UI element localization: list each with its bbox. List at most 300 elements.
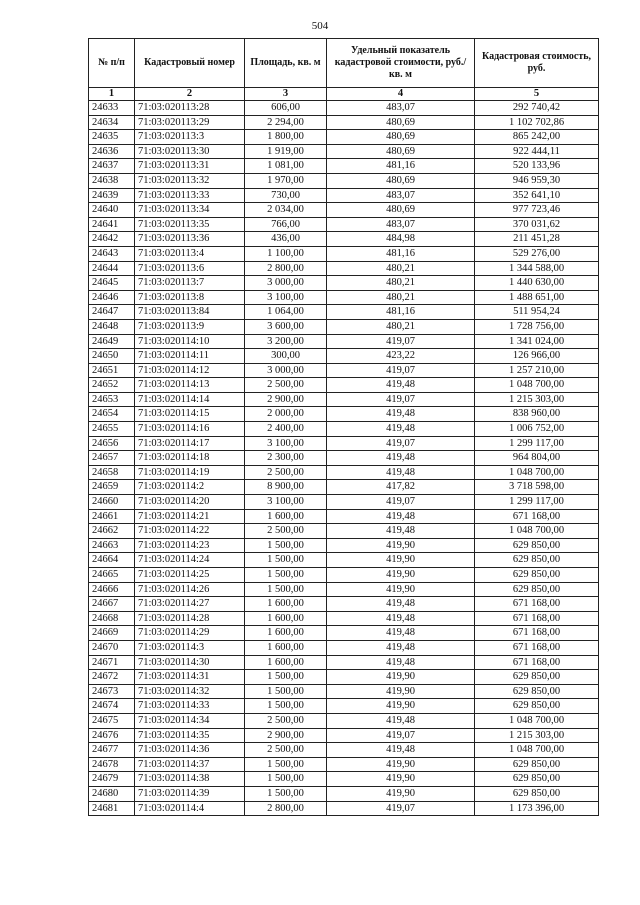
cadastral-number: 71:03:020113:29 <box>135 115 245 130</box>
cadastral-value: 629 850,00 <box>475 553 599 568</box>
cadastral-value: 629 850,00 <box>475 699 599 714</box>
unit-rate: 419,48 <box>327 626 475 641</box>
row-number: 24640 <box>89 203 135 218</box>
cadastral-value: 211 451,28 <box>475 232 599 247</box>
unit-rate: 419,07 <box>327 334 475 349</box>
unit-rate: 419,90 <box>327 757 475 772</box>
row-number: 24644 <box>89 261 135 276</box>
area: 1 600,00 <box>245 640 327 655</box>
row-number: 24673 <box>89 684 135 699</box>
cadastral-number: 71:03:020113:4 <box>135 246 245 261</box>
row-number: 24662 <box>89 524 135 539</box>
row-number: 24674 <box>89 699 135 714</box>
header-cadastral-number: Кадастровый номер <box>135 39 245 88</box>
area: 3 600,00 <box>245 319 327 334</box>
cadastral-number: 71:03:020114:17 <box>135 436 245 451</box>
unit-rate: 483,07 <box>327 217 475 232</box>
cadastral-value: 1 048 700,00 <box>475 465 599 480</box>
row-number: 24680 <box>89 786 135 801</box>
row-number: 24675 <box>89 713 135 728</box>
cadastral-value: 629 850,00 <box>475 670 599 685</box>
area: 2 500,00 <box>245 524 327 539</box>
table-row <box>89 743 599 758</box>
column-index: 4 <box>327 88 475 101</box>
page-number: 504 <box>311 20 329 32</box>
cadastral-value: 671 168,00 <box>475 597 599 612</box>
cadastral-number: 71:03:020114:11 <box>135 349 245 364</box>
area: 2 500,00 <box>245 713 327 728</box>
unit-rate: 419,90 <box>327 699 475 714</box>
row-number: 24681 <box>89 801 135 816</box>
unit-rate: 419,07 <box>327 801 475 816</box>
cadastral-value: 1 006 752,00 <box>475 422 599 437</box>
cadastral-number: 71:03:020114:10 <box>135 334 245 349</box>
row-number: 24676 <box>89 728 135 743</box>
cadastral-number: 71:03:020113:34 <box>135 203 245 218</box>
unit-rate: 480,69 <box>327 144 475 159</box>
cadastral-number: 71:03:020114:25 <box>135 568 245 583</box>
row-number: 24667 <box>89 597 135 612</box>
cadastral-number: 71:03:020113:31 <box>135 159 245 174</box>
unit-rate: 480,69 <box>327 130 475 145</box>
header-unit-rate: Удельный показатель кадастровой стоимости, руб./кв. м <box>327 39 475 88</box>
cadastral-number: 71:03:020114:4 <box>135 801 245 816</box>
table-row <box>89 276 599 291</box>
table-row <box>89 480 599 495</box>
row-number: 24660 <box>89 495 135 510</box>
row-number: 24668 <box>89 611 135 626</box>
table-row <box>89 568 599 583</box>
area: 2 294,00 <box>245 115 327 130</box>
table-row <box>89 553 599 568</box>
cadastral-number: 71:03:020114:26 <box>135 582 245 597</box>
unit-rate: 423,22 <box>327 349 475 364</box>
area: 1 500,00 <box>245 553 327 568</box>
row-number: 24636 <box>89 144 135 159</box>
area: 3 100,00 <box>245 495 327 510</box>
cadastral-number: 71:03:020114:38 <box>135 772 245 787</box>
cadastral-value: 352 641,10 <box>475 188 599 203</box>
area: 1 600,00 <box>245 655 327 670</box>
cadastral-number: 71:03:020114:20 <box>135 495 245 510</box>
cadastral-number: 71:03:020114:39 <box>135 786 245 801</box>
cadastral-value: 1 257 210,00 <box>475 363 599 378</box>
area: 766,00 <box>245 217 327 232</box>
table-row <box>89 363 599 378</box>
area: 8 900,00 <box>245 480 327 495</box>
table-row <box>89 465 599 480</box>
area: 2 400,00 <box>245 422 327 437</box>
row-number: 24672 <box>89 670 135 685</box>
table-row <box>89 232 599 247</box>
header-cadastral-value: Кадастровая стоимость, руб. <box>475 39 599 88</box>
unit-rate: 419,07 <box>327 363 475 378</box>
cadastral-value: 671 168,00 <box>475 655 599 670</box>
table-row <box>89 334 599 349</box>
area: 1 600,00 <box>245 626 327 641</box>
cadastral-number: 71:03:020114:37 <box>135 757 245 772</box>
cadastral-value: 520 133,96 <box>475 159 599 174</box>
area: 1 970,00 <box>245 173 327 188</box>
row-number: 24678 <box>89 757 135 772</box>
row-number: 24645 <box>89 276 135 291</box>
table-row <box>89 597 599 612</box>
table-row <box>89 407 599 422</box>
cadastral-value: 1 440 630,00 <box>475 276 599 291</box>
cadastral-number: 71:03:020113:3 <box>135 130 245 145</box>
column-index: 2 <box>135 88 245 101</box>
column-index-row <box>89 88 599 101</box>
cadastral-value: 671 168,00 <box>475 626 599 641</box>
cadastral-number: 71:03:020113:32 <box>135 173 245 188</box>
table-row <box>89 305 599 320</box>
area: 1 081,00 <box>245 159 327 174</box>
cadastral-number: 71:03:020114:24 <box>135 553 245 568</box>
unit-rate: 480,69 <box>327 173 475 188</box>
row-number: 24650 <box>89 349 135 364</box>
row-number: 24656 <box>89 436 135 451</box>
table-row <box>89 422 599 437</box>
area: 2 300,00 <box>245 451 327 466</box>
cadastral-value: 629 850,00 <box>475 772 599 787</box>
table-row <box>89 786 599 801</box>
row-number: 24666 <box>89 582 135 597</box>
cadastral-value: 1 215 303,00 <box>475 728 599 743</box>
unit-rate: 419,48 <box>327 611 475 626</box>
cadastral-number: 71:03:020114:18 <box>135 451 245 466</box>
cadastral-value: 1 173 396,00 <box>475 801 599 816</box>
table-row <box>89 319 599 334</box>
cadastral-number: 71:03:020113:9 <box>135 319 245 334</box>
area: 1 500,00 <box>245 772 327 787</box>
unit-rate: 419,48 <box>327 407 475 422</box>
cadastral-value: 370 031,62 <box>475 217 599 232</box>
cadastral-number: 71:03:020113:84 <box>135 305 245 320</box>
cadastral-value: 671 168,00 <box>475 611 599 626</box>
cadastral-value: 629 850,00 <box>475 582 599 597</box>
unit-rate: 483,07 <box>327 101 475 116</box>
cadastral-value: 1 048 700,00 <box>475 378 599 393</box>
header-row <box>89 39 599 88</box>
cadastral-number: 71:03:020113:36 <box>135 232 245 247</box>
row-number: 24655 <box>89 422 135 437</box>
row-number: 24652 <box>89 378 135 393</box>
cadastral-value: 671 168,00 <box>475 509 599 524</box>
area: 1 500,00 <box>245 670 327 685</box>
unit-rate: 419,90 <box>327 670 475 685</box>
cadastral-number: 71:03:020114:22 <box>135 524 245 539</box>
table-row <box>89 611 599 626</box>
cadastral-number: 71:03:020113:6 <box>135 261 245 276</box>
cadastral-number: 71:03:020114:35 <box>135 728 245 743</box>
table-row <box>89 640 599 655</box>
table-row <box>89 203 599 218</box>
area: 1 500,00 <box>245 684 327 699</box>
cadastral-value: 629 850,00 <box>475 568 599 583</box>
cadastral-value: 1 344 588,00 <box>475 261 599 276</box>
cadastral-value: 1 341 024,00 <box>475 334 599 349</box>
table-row <box>89 524 599 539</box>
cadastral-number: 71:03:020113:7 <box>135 276 245 291</box>
cadastral-number: 71:03:020114:27 <box>135 597 245 612</box>
cadastral-value: 1 299 117,00 <box>475 495 599 510</box>
table-row <box>89 684 599 699</box>
header-area: Площадь, кв. м <box>245 39 327 88</box>
cadastral-number: 71:03:020114:15 <box>135 407 245 422</box>
area: 606,00 <box>245 101 327 116</box>
area: 1 500,00 <box>245 582 327 597</box>
unit-rate: 484,98 <box>327 232 475 247</box>
area: 1 500,00 <box>245 757 327 772</box>
area: 3 000,00 <box>245 276 327 291</box>
table-row <box>89 188 599 203</box>
unit-rate: 419,48 <box>327 509 475 524</box>
row-number: 24653 <box>89 392 135 407</box>
area: 730,00 <box>245 188 327 203</box>
cadastral-number: 71:03:020114:28 <box>135 611 245 626</box>
cadastral-number: 71:03:020113:28 <box>135 101 245 116</box>
cadastral-value: 838 960,00 <box>475 407 599 422</box>
area: 436,00 <box>245 232 327 247</box>
cadastral-number: 71:03:020114:13 <box>135 378 245 393</box>
cadastral-number: 71:03:020114:34 <box>135 713 245 728</box>
cadastral-value: 1 102 702,86 <box>475 115 599 130</box>
unit-rate: 419,90 <box>327 582 475 597</box>
table-row <box>89 101 599 116</box>
cadastral-value: 292 740,42 <box>475 101 599 116</box>
unit-rate: 419,48 <box>327 713 475 728</box>
cadastral-value: 126 966,00 <box>475 349 599 364</box>
unit-rate: 480,21 <box>327 276 475 291</box>
unit-rate: 481,16 <box>327 159 475 174</box>
row-number: 24637 <box>89 159 135 174</box>
unit-rate: 419,07 <box>327 728 475 743</box>
row-number: 24635 <box>89 130 135 145</box>
row-number: 24642 <box>89 232 135 247</box>
unit-rate: 419,90 <box>327 538 475 553</box>
row-number: 24649 <box>89 334 135 349</box>
area: 2 900,00 <box>245 728 327 743</box>
row-number: 24648 <box>89 319 135 334</box>
cadastral-value: 1 488 651,00 <box>475 290 599 305</box>
row-number: 24643 <box>89 246 135 261</box>
table-row <box>89 392 599 407</box>
row-number: 24669 <box>89 626 135 641</box>
table-row <box>89 451 599 466</box>
cadastral-number: 71:03:020113:33 <box>135 188 245 203</box>
area: 3 100,00 <box>245 290 327 305</box>
cadastral-value: 1 728 756,00 <box>475 319 599 334</box>
table-row <box>89 538 599 553</box>
table-row <box>89 261 599 276</box>
table-row <box>89 159 599 174</box>
area: 1 100,00 <box>245 246 327 261</box>
unit-rate: 419,48 <box>327 743 475 758</box>
unit-rate: 419,90 <box>327 553 475 568</box>
area: 1 919,00 <box>245 144 327 159</box>
area: 1 600,00 <box>245 509 327 524</box>
cadastral-number: 71:03:020114:3 <box>135 640 245 655</box>
area: 2 500,00 <box>245 743 327 758</box>
unit-rate: 419,48 <box>327 451 475 466</box>
row-number: 24641 <box>89 217 135 232</box>
cadastral-value: 1 048 700,00 <box>475 743 599 758</box>
cadastral-value: 1 215 303,00 <box>475 392 599 407</box>
cadastral-number: 71:03:020114:23 <box>135 538 245 553</box>
area: 2 800,00 <box>245 801 327 816</box>
cadastral-number: 71:03:020113:8 <box>135 290 245 305</box>
cadastral-value: 1 299 117,00 <box>475 436 599 451</box>
unit-rate: 419,48 <box>327 640 475 655</box>
unit-rate: 419,90 <box>327 772 475 787</box>
unit-rate: 481,16 <box>327 305 475 320</box>
row-number: 24679 <box>89 772 135 787</box>
unit-rate: 419,48 <box>327 597 475 612</box>
area: 3 000,00 <box>245 363 327 378</box>
cadastral-number: 71:03:020114:14 <box>135 392 245 407</box>
cadastral-number: 71:03:020114:31 <box>135 670 245 685</box>
table-body <box>89 88 599 816</box>
cadastral-value: 1 048 700,00 <box>475 713 599 728</box>
cadastral-number: 71:03:020114:32 <box>135 684 245 699</box>
cadastral-number: 71:03:020114:16 <box>135 422 245 437</box>
cadastral-number: 71:03:020114:21 <box>135 509 245 524</box>
area: 2 500,00 <box>245 465 327 480</box>
cadastral-value: 922 444,11 <box>475 144 599 159</box>
cadastral-value: 1 048 700,00 <box>475 524 599 539</box>
unit-rate: 419,90 <box>327 786 475 801</box>
area: 1 064,00 <box>245 305 327 320</box>
cadastral-number: 71:03:020114:19 <box>135 465 245 480</box>
area: 1 500,00 <box>245 568 327 583</box>
cadastral-value: 946 959,30 <box>475 173 599 188</box>
column-index: 3 <box>245 88 327 101</box>
unit-rate: 419,90 <box>327 568 475 583</box>
row-number: 24670 <box>89 640 135 655</box>
area: 1 800,00 <box>245 130 327 145</box>
area: 1 500,00 <box>245 786 327 801</box>
area: 1 600,00 <box>245 597 327 612</box>
column-index: 5 <box>475 88 599 101</box>
cadastral-value: 865 242,00 <box>475 130 599 145</box>
row-number: 24665 <box>89 568 135 583</box>
row-number: 24633 <box>89 101 135 116</box>
row-number: 24658 <box>89 465 135 480</box>
cadastral-number: 71:03:020114:36 <box>135 743 245 758</box>
unit-rate: 480,69 <box>327 115 475 130</box>
row-number: 24661 <box>89 509 135 524</box>
unit-rate: 480,21 <box>327 261 475 276</box>
area: 300,00 <box>245 349 327 364</box>
table-row <box>89 173 599 188</box>
row-number: 24634 <box>89 115 135 130</box>
table-row <box>89 801 599 816</box>
table-row <box>89 436 599 451</box>
row-number: 24651 <box>89 363 135 378</box>
unit-rate: 419,07 <box>327 495 475 510</box>
table-row <box>89 378 599 393</box>
column-index: 1 <box>89 88 135 101</box>
unit-rate: 417,82 <box>327 480 475 495</box>
table-row <box>89 217 599 232</box>
unit-rate: 481,16 <box>327 246 475 261</box>
unit-rate: 483,07 <box>327 188 475 203</box>
area: 3 200,00 <box>245 334 327 349</box>
row-number: 24647 <box>89 305 135 320</box>
row-number: 24657 <box>89 451 135 466</box>
unit-rate: 419,90 <box>327 684 475 699</box>
cadastral-number: 71:03:020114:33 <box>135 699 245 714</box>
unit-rate: 419,48 <box>327 378 475 393</box>
area: 2 800,00 <box>245 261 327 276</box>
unit-rate: 419,07 <box>327 392 475 407</box>
unit-rate: 419,48 <box>327 422 475 437</box>
cadastral-value: 529 276,00 <box>475 246 599 261</box>
table-row <box>89 349 599 364</box>
row-number: 24659 <box>89 480 135 495</box>
cadastral-value: 671 168,00 <box>475 640 599 655</box>
cadastral-number: 71:03:020114:30 <box>135 655 245 670</box>
table-row <box>89 144 599 159</box>
table-row <box>89 772 599 787</box>
unit-rate: 419,48 <box>327 465 475 480</box>
row-number: 24638 <box>89 173 135 188</box>
row-number: 24664 <box>89 553 135 568</box>
unit-rate: 480,21 <box>327 290 475 305</box>
area: 1 600,00 <box>245 611 327 626</box>
cadastral-number: 71:03:020114:12 <box>135 363 245 378</box>
row-number: 24654 <box>89 407 135 422</box>
table-row <box>89 290 599 305</box>
area: 3 100,00 <box>245 436 327 451</box>
table-row <box>89 246 599 261</box>
table-row <box>89 495 599 510</box>
unit-rate: 480,21 <box>327 319 475 334</box>
cadastral-value: 511 954,24 <box>475 305 599 320</box>
cadastral-number: 71:03:020114:2 <box>135 480 245 495</box>
unit-rate: 419,48 <box>327 524 475 539</box>
cadastral-value: 964 804,00 <box>475 451 599 466</box>
table-row <box>89 115 599 130</box>
cadastral-value: 977 723,46 <box>475 203 599 218</box>
table-row <box>89 130 599 145</box>
row-number: 24671 <box>89 655 135 670</box>
cadastral-value: 3 718 598,00 <box>475 480 599 495</box>
unit-rate: 419,07 <box>327 436 475 451</box>
area: 2 900,00 <box>245 392 327 407</box>
table-row <box>89 655 599 670</box>
area: 2 034,00 <box>245 203 327 218</box>
cadastral-number: 71:03:020114:29 <box>135 626 245 641</box>
cadastral-value: 629 850,00 <box>475 684 599 699</box>
unit-rate: 419,48 <box>327 655 475 670</box>
cadastral-value: 629 850,00 <box>475 786 599 801</box>
table-row <box>89 509 599 524</box>
table-row <box>89 728 599 743</box>
cadastral-value: 629 850,00 <box>475 757 599 772</box>
row-number: 24677 <box>89 743 135 758</box>
area: 1 500,00 <box>245 699 327 714</box>
area: 2 500,00 <box>245 378 327 393</box>
cadastral-value: 629 850,00 <box>475 538 599 553</box>
table-header <box>89 39 599 88</box>
row-number: 24639 <box>89 188 135 203</box>
area: 1 500,00 <box>245 538 327 553</box>
cadastral-number: 71:03:020113:30 <box>135 144 245 159</box>
row-number: 24646 <box>89 290 135 305</box>
table-row <box>89 582 599 597</box>
table-row <box>89 626 599 641</box>
